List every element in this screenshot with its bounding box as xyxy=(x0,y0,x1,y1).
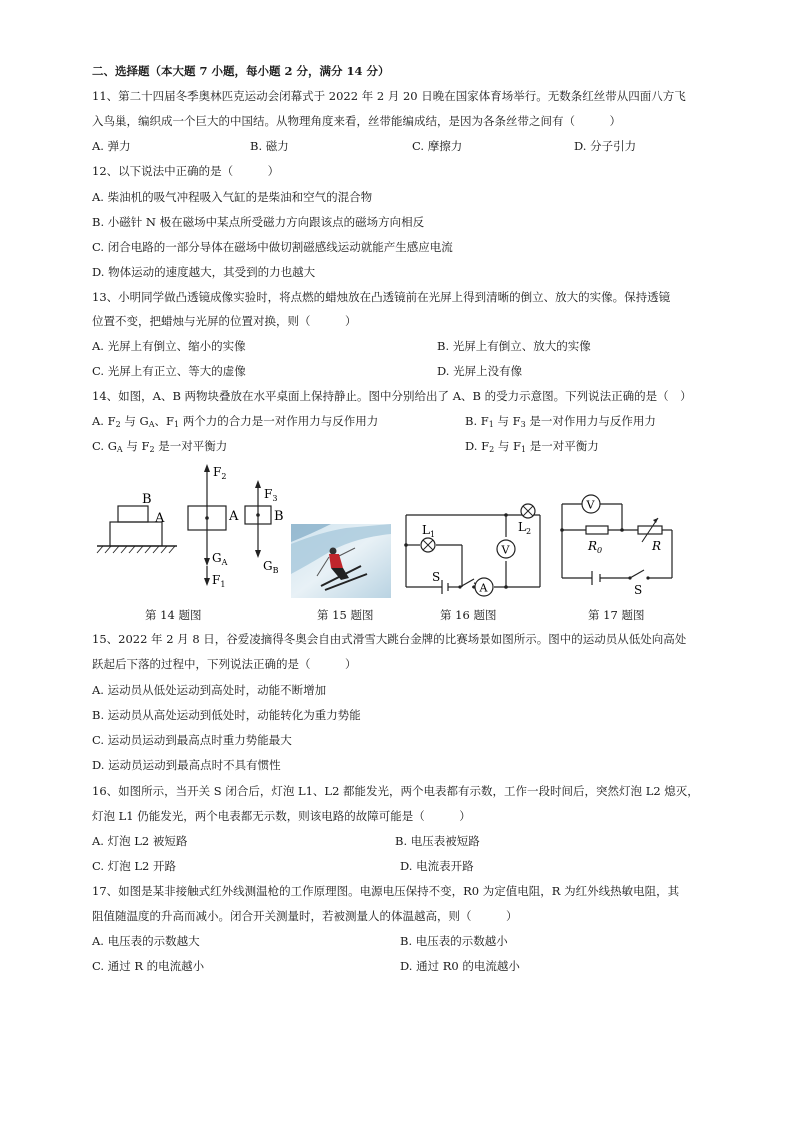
label-b-force: B xyxy=(274,509,284,524)
q14-text: 14、如图，A、B 两物块叠放在水平桌面上保持静止。图中分别给出了 A、B 的受力示意图。下列说法正确的是（ ） xyxy=(92,389,692,403)
label-l2: $L_2$ xyxy=(518,520,532,536)
q13-option-a: A. 光屏上有倒立、缩小的实像 xyxy=(92,339,246,353)
label-s17: S xyxy=(634,583,643,597)
caption-figure-15: 第 15 题图 xyxy=(317,608,374,622)
label-f3: $F_3$ xyxy=(264,487,278,503)
svg-text:V: V xyxy=(586,498,595,512)
q11-option-a: A. 弹力 xyxy=(92,139,131,153)
q17-option-a: A. 电压表的示数越大 xyxy=(92,934,200,948)
caption-figure-17: 第 17 题图 xyxy=(588,608,645,622)
arrowhead-ga xyxy=(204,558,210,566)
q11-option-b: B. 磁力 xyxy=(250,139,289,153)
q14-option-c: C. $G_A$ 与 $F_2$ 是一对平衡力 xyxy=(92,439,228,454)
label-f2: $F_2$ xyxy=(213,465,227,481)
q15-option-b: B. 运动员从高处运动到低处时，动能转化为重力势能 xyxy=(92,708,361,722)
q16-text-line2: 灯泡 L1 仍能发光，两个电表都无示数，则该电路的故障可能是（ ） xyxy=(92,809,471,823)
label-r0: $R_0$ xyxy=(588,539,603,555)
arrowhead-gb xyxy=(255,550,261,558)
q16-option-c: C. 灯泡 L2 开路 xyxy=(92,859,176,873)
arrowhead-f2 xyxy=(204,464,210,472)
label-gb: $G_B$ xyxy=(263,559,279,575)
label-f1: $F_1$ xyxy=(212,573,226,589)
resistor-r0-icon xyxy=(586,526,608,534)
block-b xyxy=(118,506,148,522)
q15-text-line2: 跃起后下落的过程中，下列说法正确的是（ ） xyxy=(92,657,357,671)
arrowhead-f1 xyxy=(204,578,210,586)
q14-option-b: B. $F_1$ 与 $F_3$ 是一对作用力与反作用力 xyxy=(465,414,656,429)
table-hatch xyxy=(97,546,175,553)
q11-text-line1: 11、第二十四届冬季奥林匹克运动会闭幕式于 2022 年 2 月 20 日晚在国家体育场举行。无数条红丝带从四面八方飞 xyxy=(92,89,686,103)
caption-figure-14: 第 14 题图 xyxy=(145,608,202,622)
figure-17-circuit xyxy=(558,490,682,600)
q11-option-c: C. 摩擦力 xyxy=(412,139,463,153)
label-s16: S xyxy=(432,570,441,584)
caption-figure-16: 第 16 题图 xyxy=(440,608,497,622)
q17-text-line2: 阻值随温度的升高而减小。闭合开关测量时，若被测量人的体温越高，则（ ） xyxy=(92,909,518,923)
label-a-force: A xyxy=(229,509,239,524)
q17-text-line1: 17、如图是某非接触式红外线测温枪的工作原理图。电源电压保持不变，R0 为定值电阻，R 为红外线热敏电阻，其 xyxy=(92,884,680,898)
section-title: 二、选择题（本大题 7 小题，每小题 2 分，满分 14 分） xyxy=(92,64,390,78)
q16-option-b: B. 电压表被短路 xyxy=(395,834,480,848)
q17-option-c: C. 通过 R 的电流越小 xyxy=(92,959,205,973)
q12-option-a: A. 柴油机的吸气冲程吸入气缸的是柴油和空气的混合物 xyxy=(92,190,373,204)
q16-option-d: D. 电流表开路 xyxy=(400,859,474,873)
q12-option-d: D. 物体运动的速度越大，其受到的力也越大 xyxy=(92,265,316,279)
q12-option-b: B. 小磁针 N 极在磁场中某点所受磁力方向跟该点的磁场方向相反 xyxy=(92,215,425,229)
q12-option-c: C. 闭合电路的一部分导体在磁场中做切割磁感线运动就能产生感应电流 xyxy=(92,240,453,254)
label-l1: $L_1$ xyxy=(422,523,436,539)
label-b: B xyxy=(142,492,152,507)
arrowhead-f3 xyxy=(255,480,261,488)
q16-option-a: A. 灯泡 L2 被短路 xyxy=(92,834,188,848)
q17-option-d: D. 通过 R0 的电流越小 xyxy=(400,959,520,973)
q13-option-c: C. 光屏上有正立、等大的虚像 xyxy=(92,364,246,378)
q11-option-d: D. 分子引力 xyxy=(574,139,637,153)
figure-15-photo xyxy=(291,524,391,598)
q17-option-b: B. 电压表的示数越小 xyxy=(400,934,508,948)
q15-option-c: C. 运动员运动到最高点时重力势能最大 xyxy=(92,733,292,747)
label-ga: $G_A$ xyxy=(212,551,228,567)
q15-option-a: A. 运动员从低处运动到高处时，动能不断增加 xyxy=(92,683,327,697)
figure-14 xyxy=(95,462,295,592)
label-r: R xyxy=(652,539,662,553)
q13-text-line2: 位置不变，把蜡烛与光屏的位置对换，则（ ） xyxy=(92,314,357,328)
q13-option-d: D. 光屏上没有像 xyxy=(437,364,523,378)
q14-option-a: A. $F_2$ 与 $G_A$、$F_1$ 两个力的合力是一对作用力与反作用力 xyxy=(92,414,379,429)
figure-16-circuit xyxy=(398,497,548,597)
q13-text-line1: 13、小明同学做凸透镜成像实验时，将点燃的蜡烛放在凸透镜前在光屏上得到清晰的倒立、放大的实像。保持透镜 xyxy=(92,290,671,304)
svg-text:A: A xyxy=(479,581,488,595)
label-a: A xyxy=(155,511,165,526)
svg-text:V: V xyxy=(501,543,510,557)
q16-text-line1: 16、如图所示，当开关 S 闭合后，灯泡 L1、L2 都能发光，两个电表都有示数，工作一段时间后，突然灯泡 L2 熄灭， xyxy=(92,784,699,798)
q12-text: 12、以下说法中正确的是（ ） xyxy=(92,164,280,178)
q15-text-line1: 15、2022 年 2 月 8 日，谷爱凌摘得冬奥会自由式滑雪大跳台金牌的比赛场景如图所示。图中的运动员从低处向高处 xyxy=(92,632,687,646)
q11-text-line2: 入鸟巢，编织成一个巨大的中国结。从物理角度来看，丝带能编成结，是因为各条丝带之间有（ ） xyxy=(92,114,621,128)
q14-option-d: D. $F_2$ 与 $F_1$ 是一对平衡力 xyxy=(465,439,599,454)
q13-option-b: B. 光屏上有倒立、放大的实像 xyxy=(437,339,591,353)
q15-option-d: D. 运动员运动到最高点时不具有惯性 xyxy=(92,758,281,772)
